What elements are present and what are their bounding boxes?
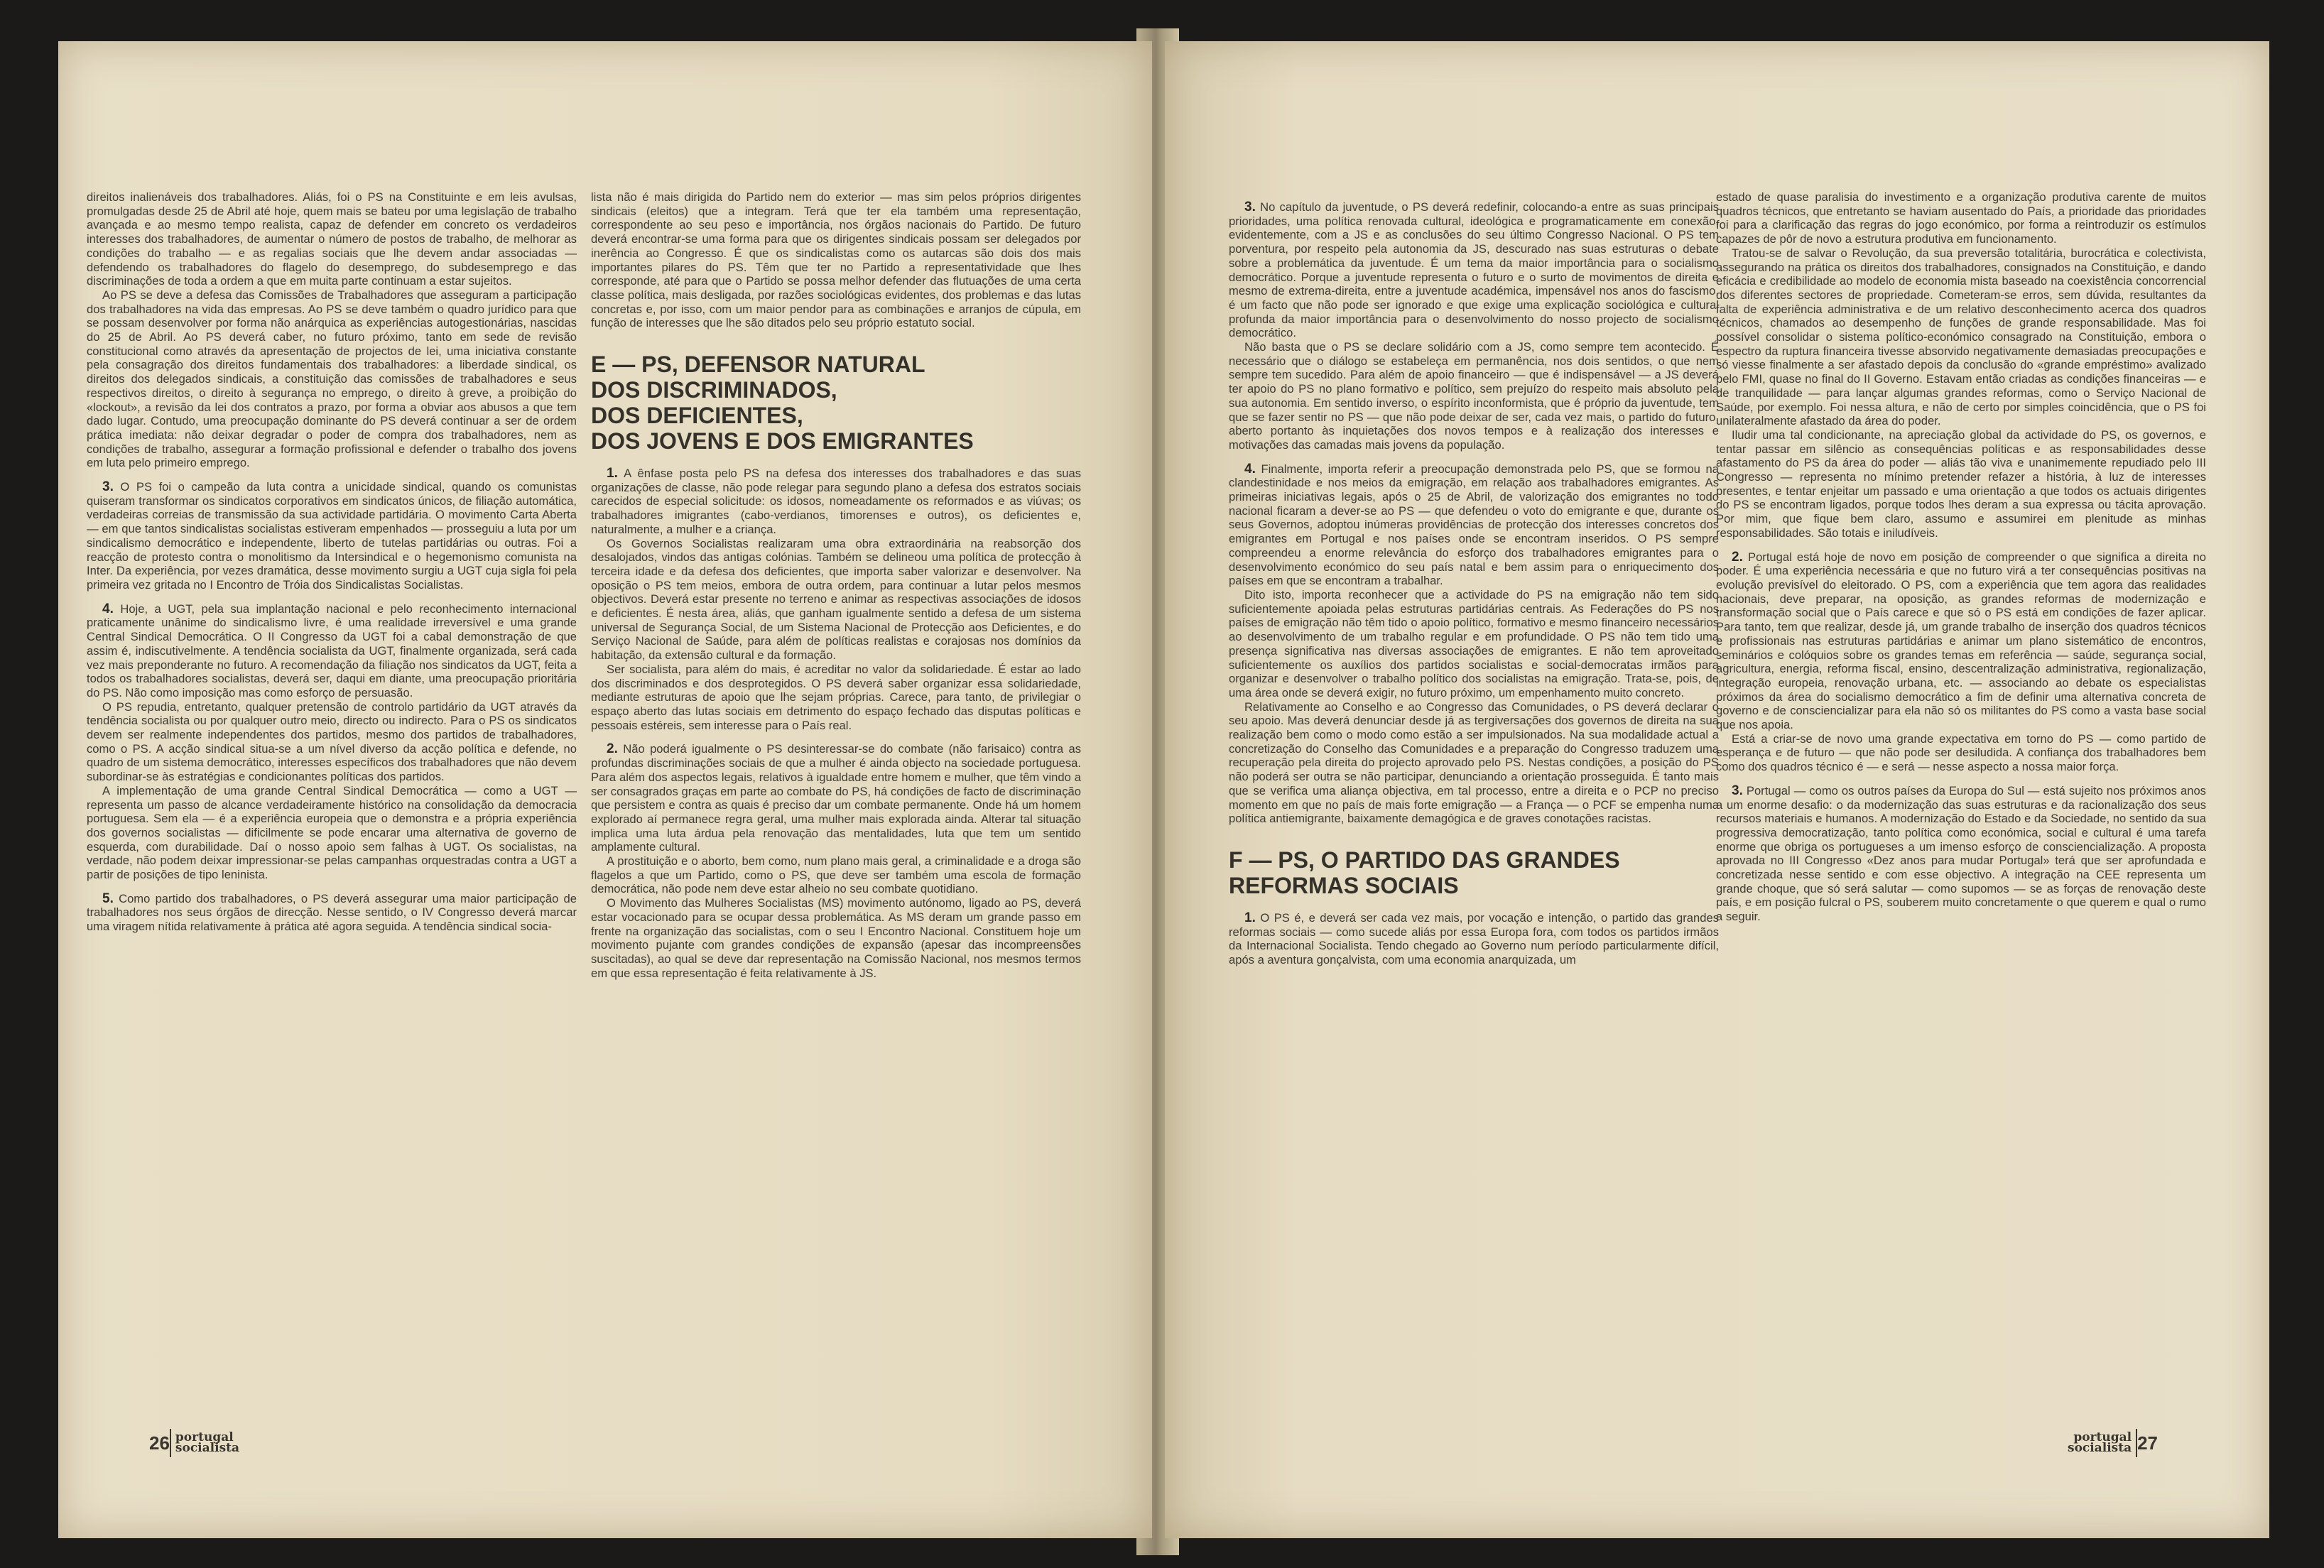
body-paragraph: [591, 742, 1081, 854]
paragraph-text: A prostituição e o aborto, bem como, num plano mais geral, a criminalidade e a droga são flagelos a que um Partido, como o PS, que deve ser também uma escola de formação democrática, não pode nem deve estar alheio no seu combate quotidiano.: [591, 854, 1081, 896]
right-page-column-2: [1716, 190, 2206, 1426]
paragraph-text: direitos inalienáveis dos trabalhadores. Aliás, foi o PS na Constituinte e em leis avulsas, promulgadas desde 25 de Abril até hoje, quem mais se bateu por uma legislação de trabalho avançada e ao mesmo tempo realista, capaz de defender em concreto os verdadeiros interesses dos trabalhadores, de aumentar o número de postos de trabalho, de melhorar as condições do trabalho — e as regalias sociais que lhe devem andar associadas — defendendo os trabalhadores do flagelo do desemprego, do subdesemprego e das discriminações de toda a ordem a que em muita parte continuam a estar sujeitos.: [87, 190, 577, 288]
paragraph-text: Os Governos Socialistas realizaram uma obra extraordinária na reabsorção dos desalojados, vindos das antigas colónias. Também se delineou uma política de protecção à terceira idade e da defesa dos deficientes, que importa saber valorizar e desenvolver. Na oposição o PS tem meios, embora de outra ordem, para continuar a lutar pelos mesmos objectivos. Deverá estar presente no terreno e animar as respectivas associações de idosos e deficientes. É nesta área, aliás, que ganham igualmente sentido a defesa de um sistema universal de Segurança Social, de um Sistema Nacional de Protecção aos Deficientes, e do Serviço Nacional de Saúde, para além de políticas realistas e corajosas nos domínios da habitação, da extensão cultural e da formação.: [591, 536, 1081, 663]
body-paragraph: [87, 288, 577, 470]
body-paragraph: [591, 663, 1081, 733]
body-paragraph: [1716, 784, 2206, 924]
paragraph-text: Hoje, a UGT, pela sua implantação nacional e pelo reconhecimento internacional praticamente unânime do sindicalismo livre, é uma realidade irreversível e uma grande Central Sindical Democrática. O II Congresso da UGT foi a cabal demonstração de que assim é, indiscutivelmente. A tendência socialista da UGT, finalmente organizada, será cada vez mais preponderante no futuro. A recomendação da filiação nos sindicatos da UGT, feita a todos os trabalhadores socialistas, deverá ser, daqui em diante, uma preocupação prioritária do PS. Não como imposição mas como esforço de persuasão.: [87, 601, 577, 699]
heading-e-line: DOS DISCRIMINADOS,: [591, 377, 837, 403]
paragraph-number: 3.: [1244, 200, 1256, 214]
paragraph-text: Dito isto, importa reconhecer que a actividade do PS na emigração não tem sido suficientemente apoiada pelas estruturas partidárias centrais. As Federações do PS nos países de emigração não têm tido o apoio político, formativo e mesmo financeiro necessários ao desenvolvimento de um trabalho regular e em profundidade. O PS não tem tido uma presença significativa nas diversas associações de emigrantes. E não tem aproveitado suficientemente os auxílios dos partidos socialistas e social-democratas irmãos para organizar e desenvolver o trabalho político dos socialistas na emigração. Trata-se, pois, de uma área onde se deverá exigir, no futuro próximo, um empenhamento muito concreto.: [1229, 587, 1719, 699]
paragraph-text: Ao PS se deve a defesa das Comissões de Trabalhadores que asseguram a participação dos trabalhadores na vida das empresas. Ao PS se deve também o quadro jurídico para que se possam desenvolver por forma não anárquica as experiências autogestionárias, nascidas do 25 de Abril. Ao PS deverá caber, no futuro próximo, tanto em sede de revisão constitucional como através da apresentação de projectos de lei, uma iniciativa constante pela consagração dos direitos fundamentais dos trabalhadores: a liberdade sindical, os direitos dos delegados sindicais, a constituição das comissões de trabalhadores e seus respectivos direitos, o direito à segurança no emprego, o direito à greve, a proibição do «lockout», a revisão da lei dos contratos a prazo, por forma a obviar aos abusos a que tem dado lugar. Contudo, uma preocupação dominante do PS deverá continuar a ser de ordem prática imediata: não deixar degradar o poder de compra dos trabalhadores, nem as condições de trabalho, assegurar a formação profissional e defender o trabalho dos jovens em luta pelo primeiro emprego.: [87, 288, 577, 470]
body-paragraph: [591, 467, 1081, 537]
body-paragraph: [1229, 200, 1719, 340]
page-number: 26: [149, 1432, 170, 1454]
logo-line: portugal: [2073, 1430, 2132, 1444]
col2-top-text: [591, 190, 1081, 330]
body-paragraph: [1229, 911, 1719, 967]
section-heading-f: [1229, 847, 1719, 898]
paragraph-text: Não basta que o PS se declare solidário com a JS, como sempre tem acontecido. É necessário que o diálogo se estabeleça em permanência, nos dois sentidos, o que nem sempre tem sucedido. Para além de apoio financeiro — que é indispensável — a JS deverá ter apoio do PS no plano formativo e político, sem prejuízo do respeito mais absoluto pela sua autonomia. Em sentido inverso, o espírito inconformista, que é próprio da juventude, tem que se fazer sentir no PS — que não pode deixar de ser, cada vez mais, o partido do futuro, aberto portanto às inquietações dos novos tempos e à realização dos interesses e motivações das camadas mais jovens da população.: [1229, 340, 1719, 452]
body-paragraph: [87, 190, 577, 288]
paragraph-text: Ser socialista, para além do mais, é acreditar no valor da solidariedade. É estar ao lado dos discriminados e dos desprotegidos. O PS deverá saber organizar essa solidariedade, mediante estruturas de apoio que lhe sejam próprias. Carece, para tanto, de privilegiar o espaço aberto das lutas sociais em detrimento do espaço fechado das disputas políticas e pessoais estéreis, sem interesse para o País real.: [591, 662, 1081, 732]
heading-e-line: DOS DEFICIENTES,: [591, 403, 803, 429]
logo-line: socialista: [175, 1441, 240, 1455]
body-paragraph: [591, 896, 1081, 980]
heading-e-line: DOS JOVENS E DOS EMIGRANTES: [591, 428, 974, 454]
body-paragraph: [1716, 246, 2206, 428]
body-paragraph: [1716, 190, 2206, 246]
paragraph-text: Portugal — como os outros países da Europa do Sul — está sujeito nos próximos anos a um enorme desafio: o da modernização das suas estruturas e da racionalização dos seus recursos materiais e humanos. A modernização do Estado e da Sociedade, no sentido da sua progressiva democratização, tanto política como económica, social e cultural é uma tarefa enorme que obriga os portugueses a um imenso esforço de consciencialização. A proposta aprovada no III Congresso «Dez anos para mudar Portugal» terá que ser aprofundada e concretizada nesse sentido e com esse objectivo. A integração na CEE representa um grande choque, que só será salutar — como supomos — se as forças de renovação deste país, e em posição fulcral o PS, souberem muito concretamente o que querem e qual o rumo a seguir.: [1716, 783, 2206, 924]
paragraph-text: A ênfase posta pelo PS na defesa dos interesses dos trabalhadores e das suas organizações de classe, não pode relegar para segundo plano a defesa dos estratos sociais carecidos de especial solicitude: os idosos, nomeadamente os reformados e as viúvas; os trabalhadores imigrantes (cabo-verdianos, timorenses e outros), os deficientes e, naturalmente, a mulher e a criança.: [591, 467, 1081, 536]
paragraph-text: O PS foi o campeão da luta contra a unicidade sindical, quando os comunistas quiseram transformar os sindicatos corporativos em sindicatos únicos, de filiação automática, verdadeiras correias de transmissão da sua actividade partidária. O movimento Carta Aberta — em que tantos sindicalistas socialistas estiveram empenhados — prosseguiu a luta por um sindicalismo democrático e independente, liberto de tutelas partidárias ou outras. Foi a reacção de protesto contra o monolitismo da Intersindical e o hegemonismo comunista na Inter. Da experiência, por vezes dramática, desse movimento surgiu a UGT cuja sigla foi pela primeira vez gritada no I Encontro de Tróia dos Sindicalistas Socialistas.: [87, 480, 577, 592]
body-paragraph: [591, 854, 1081, 896]
col3-after-text: [1229, 911, 1719, 967]
body-paragraph: [1229, 340, 1719, 452]
paragraph-number: 2.: [1732, 549, 1743, 565]
heading-e-line: E — PS, DEFENSOR NATURAL: [591, 352, 925, 378]
paragraph-number: 3.: [1732, 783, 1743, 798]
body-paragraph: [1716, 428, 2206, 540]
paragraph-text: A implementação de uma grande Central Sindical Democrática — como a UGT — representa um passo de alcance verdadeiramente histórico na consolidação da democracia portuguesa. Sem ela — é a experiência europeia que o demonstra e a própria experiência dos governos socialistas — dificilmente se pode encarar uma alternativa de governo de esquerda, com durabilidade. Daí o nosso apoio sem falhas à UGT. Os socialistas, na verdade, não podem deixar impressionar-se pelas campanhas orquestradas contra a UGT a partir de posições de tipo leninista.: [87, 783, 577, 882]
body-paragraph: [1229, 588, 1719, 700]
right-page-column-1: [1229, 190, 1719, 1426]
paragraph-text: Finalmente, importa referir a preocupação demonstrada pelo PS, que se formou na clandestinidade e nos meios da emigração, em relação aos trabalhadores emigrantes. As primeiras iniciativas legais, após o 25 de Abril, de valorização dos emigrantes no todo nacional ficaram a dever-se ao PS — que defendeu o voto do emigrante e que, durante os seus Governos, adoptou inúmeras providências de protecção dos interesses concretos dos emigrantes em Portugal e nos países onde se encontram inseridos. O PS sempre compreendeu a enorme relevância do esforço dos trabalhadores emigrantes para o desenvolvimento económico do seu país natal e bem assim para o enriquecimento dos países em que se encontram a trabalhar.: [1229, 462, 1719, 588]
paragraph-number: 1.: [1244, 910, 1256, 925]
paragraph-number: 2.: [607, 741, 618, 757]
heading-f-line: F — PS, O PARTIDO DAS GRANDES: [1229, 846, 1620, 873]
paragraph-text: lista não é mais dirigida do Partido nem do exterior — mas sim pelos próprios dirigentes sindicais (eleitos) que a integram. Terá que ter ela também uma representação, correspondente ao seu peso e importância, nos órgãos nacionais do Partido. De futuro deverá encontrar-se uma forma para que os dirigentes sindicais possam ser delegados por inerência ao Congresso. É que os sindicalistas como os autarcas são dois dos mais importantes pilares do PS. Têm que ter no Partido a representatividade que lhes corresponde, até para que o Partido se possa melhor defender das flutuações de uma certa classe política, mais desligada, por razões sociológicas evidentes, dos problemas e das lutas concretas e, por isso, com um maior pendor para as combinações e arranjos de cúpula, em função de interesses que lhe são ditados pelo seu próprio estatuto social.: [591, 190, 1081, 330]
left-page-column-2: [591, 190, 1081, 1426]
body-paragraph: [87, 784, 577, 882]
body-paragraph: [1716, 732, 2206, 774]
body-paragraph: [87, 602, 577, 700]
paragraph-text: Relativamente ao Conselho e ao Congresso das Comunidades, o PS deverá declarar o seu apoio. Mas deverá denunciar desde já as tergiversações dos governos de direita na sua realização bem como o modo como estão a ser impulsionados. Na sua modalidade actual a concretização do Conselho das Comunidades e a preparação do Congresso traduzem uma recuperação pela direita do projecto aprovado pelo PS. Nestas condições, a posição do PS não poderá ser outra se não participar, denunciando a orientação prosseguida. É tanto mais que se verifica uma aliança objectiva, em tal processo, entre a direita e o PCP no preciso momento em que no país de mais forte emigração — a França — o PCF se empenha numa política antiemigrante, baixamente demagógica e de graves conotações racistas.: [1229, 699, 1719, 826]
body-paragraph: [1716, 550, 2206, 732]
heading-f-line: REFORMAS SOCIAIS: [1229, 872, 1459, 898]
body-paragraph: [87, 700, 577, 784]
folio-left: [149, 1429, 244, 1457]
paragraph-text: Tratou-se de salvar o Revolução, da sua preversão totalitária, burocrática e colectivista, assegurando na prática os direitos dos trabalhadores, consignados na Constituição, e dando eficácia e credibilidade ao modelo de economia mista baseado na coexistência concorrencial dos diferentes sectores de propriedade. Cometeram-se erros, sem dúvida, resultantes da falta de experiência administrativa e de um relativo desconhecimento acerca dos quadros técnicos, chamados ao desempenho de funções de grande responsabilidade. Mas foi possível consolidar o sistema político-económico consagrado na Constituição, embora o espectro da ruptura financeira tivesse absorvido negativamente demasiadas preocupações e só viesse finalmente a ser afastado depois da conclusão do «grande empréstimo» avalizado pelo FMI, quase no final do II Governo. Estavam então criadas as condições financeiras — e de tranquilidade — para lançar algumas grandes reformas, como o Serviço Nacional de Saúde, por exemplo. Foi nessa altura, e não de certo por simples coincidência, que o PS foi unilateralmente afastado da área do poder.: [1716, 246, 2206, 428]
col3-main-text: [1229, 200, 1719, 826]
paragraph-text: Como partido dos trabalhadores, o PS deverá assegurar uma maior participação de trabalhadores nos seus órgãos de direcção. Nesse sentido, o IV Congresso deverá marcar uma viragem nítida relativamente à prática até agora seguida. A tendência sindical socia-: [87, 891, 577, 934]
paragraph-text: O PS é, e deverá ser cada vez mais, por vocação e intenção, o partido das grandes reformas sociais — como sucede aliás por essa Europa fora, com todos os partidos irmãos da Internacional Socialista. Tendo chegado ao Governo num período particularmente difícil, após a aventura gonçalvista, com uma economia anarquizada, um: [1229, 910, 1719, 967]
logo-line: portugal: [175, 1430, 234, 1444]
paragraph-text: Está a criar-se de novo uma grande expectativa em torno do PS — como partido de esperança e de futuro — que não pode ser desiludida. A confiança dos trabalhadores bem como dos quadros técnico é — e será — nesse aspecto a nossa maior força.: [1716, 731, 2206, 774]
left-page-column-1: [87, 190, 577, 1426]
paragraph-number: 5.: [102, 891, 114, 906]
paragraph-text: O PS repudia, entretanto, qualquer pretensão de controlo partidário da UGT através da tendência socialista ou por qualquer outro meio, directo ou indirecto. Para o PS os sindicatos devem ser realmente independentes dos partidos, mesmo dos partidos de trabalhadores, como o PS. A acção sindical situa-se a um nível diverso da acção política e defende, no quadro de um sistema democrático, interesses específicos dos trabalhadores que não devem subordinar-se às estratégias e condicionantes políticas dos partidos.: [87, 699, 577, 784]
body-paragraph: [591, 537, 1081, 663]
paragraph-text: Iludir uma tal condicionante, na apreciação global da actividade do PS, os governos, e tentar passar em silêncio as consequências políticas e as responsabilidades desse afastamento do PS da área do poder — aliás tão viva e unanimemente repudiado pelo III Congresso — representa no mínimo pretender refazer a história, à luz de interesses presentes, e tentar enjeitar um passado e uma orientação a que todos os actuais dirigentes do PS se encontram ligados, porque todos lhes deram a sua expressa ou tácita aprovação. Por mim, que fique bem claro, assumo e assumirei em plenitude as minhas responsabilidades. São totais e iniludíveis.: [1716, 428, 2206, 540]
paragraph-text: Portugal está hoje de novo em posição de compreender o que significa a direita no poder. É uma experiência necessária e que no futuro virá a ter consequências positivas na evolução previsível do eleitorado. O PS, com a experiência que tem agora das realidades nacionais, deve preparar, na oposição, as grandes reformas de modernização e transformação social que o País carece e que só o PS está em condições de fazer aplicar. Para tanto, tem que realizar, desde já, um grande trabalho de inserção dos quadros técnicos e profissionais nas estruturas partidárias e animar um plano sistemático de encontros, seminários e colóquios sobre os grandes temas em referência — saúde, segurança social, agricultura, energia, reforma fiscal, ensino, descentralização administrativa, regionalização, integração europeia, renovação urbana, etc. — associando ao debate os especialistas próximos da área do socialismo democrático a fim de definir uma alternativa concreta de governo e de consciencializar para ela não só os militantes do PS como a vasta base social que nos apoia.: [1716, 550, 2206, 732]
page-number: 27: [2137, 1432, 2159, 1454]
paragraph-text: estado de quase paralisia do investimento e a organização produtiva carente de muitos quadros técnicos, que entretanto se haviam ausentado do País, a prioridade das prioridades foi para a clarificação das regras do jogo económico, por forma a reintroduzir os estímulos capazes de pôr de novo a estrutura produtiva em funcionamento.: [1716, 190, 2206, 246]
body-paragraph: [1229, 700, 1719, 826]
paragraph-number: 4.: [1244, 461, 1256, 477]
paragraph-number: 1.: [607, 466, 618, 481]
body-paragraph: [87, 480, 577, 592]
paragraph-text: No capítulo da juventude, o PS deverá redefinir, colocando-a entre as suas principais prioridades, uma política renovada cultural, ideológica e programaticamente em conexão, evidentemente, com a JS e as conclusões do seu último Congresso Nacional. O PS tem porventura, por respeito pela autonomia da JS, descurado nas suas estruturas o debate sobre a problemática da juventude. É um tema da maior importância para o socialismo democrático. Porque a juventude representa o futuro e o surto de movimentos de direita e mesmo de extrema-direita, entre a juventude académica, impensável nos anos do fascismo, é um facto que não pode ser ignorado e que exige uma explicação sociológica e cultural profunda da maior importância para o desenvolvimento do nosso projecto de socialismo democrático.: [1229, 200, 1719, 340]
body-paragraph: [1229, 462, 1719, 588]
folio-right: [2063, 1429, 2158, 1457]
publication-logo: [171, 1432, 244, 1454]
logo-line: socialista: [2068, 1441, 2132, 1455]
col2-bottom-text: [591, 467, 1081, 980]
paragraph-number: 3.: [102, 479, 114, 495]
paragraph-text: O Movimento das Mulheres Socialistas (MS) movimento autónomo, ligado ao PS, deverá estar vocacionado para se ocupar dessa problemática. As MS deram um grande passo em frente na organização das socialistas, com o seu I Encontro Nacional. Constituem hoje um movimento pujante com grandes condições de expansão (apesar das incompreensões suscitadas), ao qual se deve dar representação na Comissão Nacional, nos mesmos termos em que essa representação é feita relativamente à JS.: [591, 896, 1081, 980]
body-paragraph: [591, 190, 1081, 330]
section-heading-e: [591, 352, 1081, 454]
paragraph-number: 4.: [102, 601, 114, 616]
publication-logo: [2063, 1432, 2136, 1454]
paragraph-text: Não poderá igualmente o PS desinteressar-se do combate (não farisaico) contra as profundas discriminações sociais de que a mulher é ainda objecto na sociedade portuguesa. Para além dos aspectos legais, relativos à igualdade entre homem e mulher, que têm vindo a ser consagrados graças em parte ao combate do PS, há condições de facto de discriminação que persistem e contra as quais é preciso dar um combate permanente. Onde há um homem explorado aí permanece regra geral, uma mulher mais explorada ainda. Alterar tal situação implica uma luta árdua pela renovação das mentalidades, luta que tem um sentido amplamente cultural.: [591, 742, 1081, 854]
body-paragraph: [87, 892, 577, 934]
